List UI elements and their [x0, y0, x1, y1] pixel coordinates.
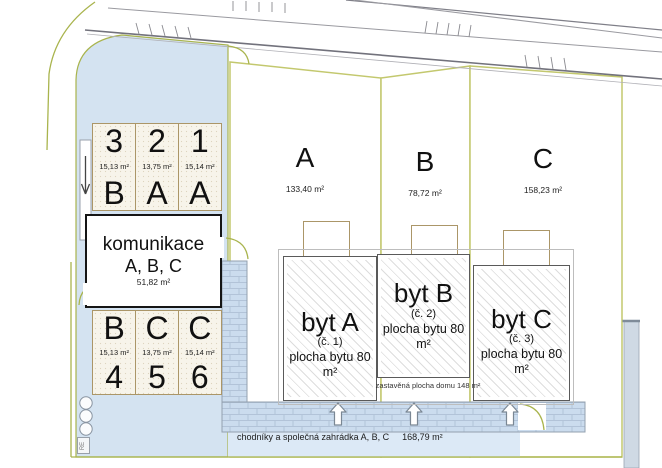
stall-letter: A [189, 175, 211, 211]
stall-letter: B [103, 310, 125, 346]
unit-number: (č. 1) [317, 336, 343, 349]
parking-stall-6 [178, 310, 222, 395]
unit-area: plocha bytu 80 m² [382, 321, 465, 351]
stall-letter: C [188, 310, 212, 346]
komunikace-subtitle: A, B, C [124, 256, 182, 277]
komunikace-title: komunikace [102, 234, 205, 256]
stall-area: 13,75 m² [142, 347, 172, 357]
parking-stall-4 [92, 310, 136, 395]
stall-number: 3 [105, 123, 124, 159]
parking-row-top [92, 123, 222, 211]
stall-letter: C [145, 310, 169, 346]
parking-stall-5 [135, 310, 179, 395]
stall-number: 6 [190, 359, 209, 395]
unit-number: (č. 2) [410, 307, 437, 320]
unit-name: byt C [491, 304, 552, 334]
parking-stall-2 [135, 123, 179, 211]
unit-area: plocha bytu 80 m² [289, 350, 371, 380]
door-gap-right [219, 237, 224, 258]
plot-b-label [408, 148, 442, 198]
plot-area: 133,40 m² [285, 184, 325, 194]
plot-area: 78,72 m² [408, 188, 442, 198]
footer-note [237, 432, 443, 442]
plot-letter: B [415, 146, 435, 177]
stall-area: 15,13 m² [99, 162, 129, 172]
utility-label: RE [80, 441, 87, 450]
stall-number: 5 [148, 359, 166, 395]
stall-area: 15,14 m² [185, 162, 215, 172]
footer-area: 168,79 m² [402, 432, 443, 442]
stall-letter: B [103, 175, 125, 211]
footer-text: chodníky a společná zahrádka A, B, C [237, 432, 390, 442]
plot-area: 158,23 m² [523, 185, 563, 195]
parking-stall-3 [92, 123, 136, 211]
unit-name: byt B [393, 278, 454, 309]
plot-c-label [524, 145, 562, 195]
building-byt-b [377, 254, 470, 378]
parking-row-bottom [92, 310, 222, 395]
stall-number: 1 [190, 123, 209, 159]
komunikace-box [85, 214, 222, 308]
plot-a-label [286, 144, 324, 194]
house-area-note: zastavěná plocha domu 148 m² [375, 381, 481, 390]
stall-area: 15,14 m² [185, 347, 215, 357]
stall-number: 2 [148, 123, 166, 159]
plot-letter: C [532, 143, 554, 174]
unit-area: plocha bytu 80 m² [480, 347, 563, 377]
door-gap-left [83, 283, 87, 305]
building-byt-a [283, 256, 377, 401]
building-byt-c [473, 265, 570, 401]
unit-name: byt A [301, 307, 359, 337]
utility-circles [80, 397, 92, 435]
plot-letter: A [295, 142, 315, 173]
stall-number: 4 [105, 359, 124, 395]
stall-area: 15,13 m² [99, 347, 129, 357]
komunikace-area: 51,82 m² [136, 277, 171, 288]
parking-stall-1 [178, 123, 222, 211]
right-path-strip [624, 321, 639, 468]
utility-box [77, 437, 90, 454]
unit-number: (č. 3) [508, 333, 535, 346]
stall-area: 13,75 m² [142, 162, 172, 172]
stall-letter: A [146, 175, 168, 211]
